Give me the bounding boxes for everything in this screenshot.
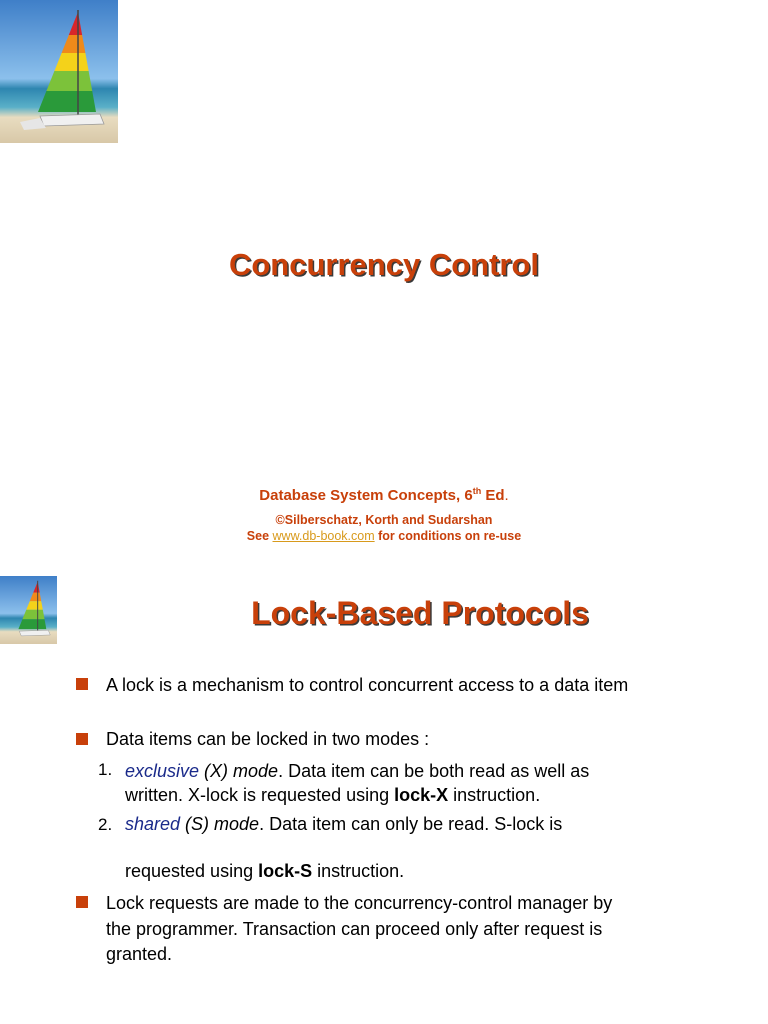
bullet-square-icon xyxy=(76,896,88,908)
db-book-link[interactable]: www.db-book.com xyxy=(272,529,375,543)
list-number-1: 1. xyxy=(98,760,113,779)
bullet-text-3: Lock requests are made to the concurrency-control manager by the programmer. Transaction can proceed only after request is granted. xyxy=(106,893,613,964)
list-item-1 xyxy=(125,759,645,807)
exclusive-term: exclusive xyxy=(125,761,200,781)
reuse-prefix: See xyxy=(246,529,273,543)
list-item-2-continued xyxy=(125,859,645,883)
mode-label: (S) mode xyxy=(180,814,260,834)
item-text: . Data item can be both read as well as written. X-lock is requested using xyxy=(125,761,590,805)
lock-x-command: lock-X xyxy=(394,785,449,805)
reuse-line xyxy=(0,529,768,543)
book-reference xyxy=(0,486,768,504)
book-title: Database System Concepts, 6 xyxy=(259,487,473,504)
item-end: instruction. xyxy=(448,785,541,805)
bullet-text-1: A lock is a mechanism to control concurrent access to a data item xyxy=(106,675,629,695)
item-text: requested using xyxy=(125,861,259,881)
sailboat-logo xyxy=(0,0,118,143)
mode-label: (X) mode xyxy=(199,761,279,781)
slide-title: Concurrency Control xyxy=(228,247,540,282)
sailboat-image xyxy=(0,0,118,143)
edition-superscript: th xyxy=(472,486,482,496)
book-period: . xyxy=(504,487,509,504)
bullet-square-icon xyxy=(76,678,88,690)
slide-title: Lock-Based Protocols xyxy=(251,595,589,631)
edition-label: Ed xyxy=(481,487,505,504)
bullet-square-icon xyxy=(76,733,88,745)
item-end: instruction. xyxy=(312,861,405,881)
list-number-2: 2. xyxy=(98,815,113,834)
list-item-2 xyxy=(125,812,645,836)
item-text: . Data item can only be read. S-lock is xyxy=(259,814,563,834)
shared-term: shared xyxy=(125,814,181,834)
reuse-suffix: for conditions on re-use xyxy=(374,529,522,543)
lock-s-command: lock-S xyxy=(258,861,313,881)
slide-2 xyxy=(0,576,768,1024)
bullet-text-2: Data items can be locked in two modes : xyxy=(106,729,430,749)
copyright-line: ©Silberschatz, Korth and Sudarshan xyxy=(275,513,493,527)
